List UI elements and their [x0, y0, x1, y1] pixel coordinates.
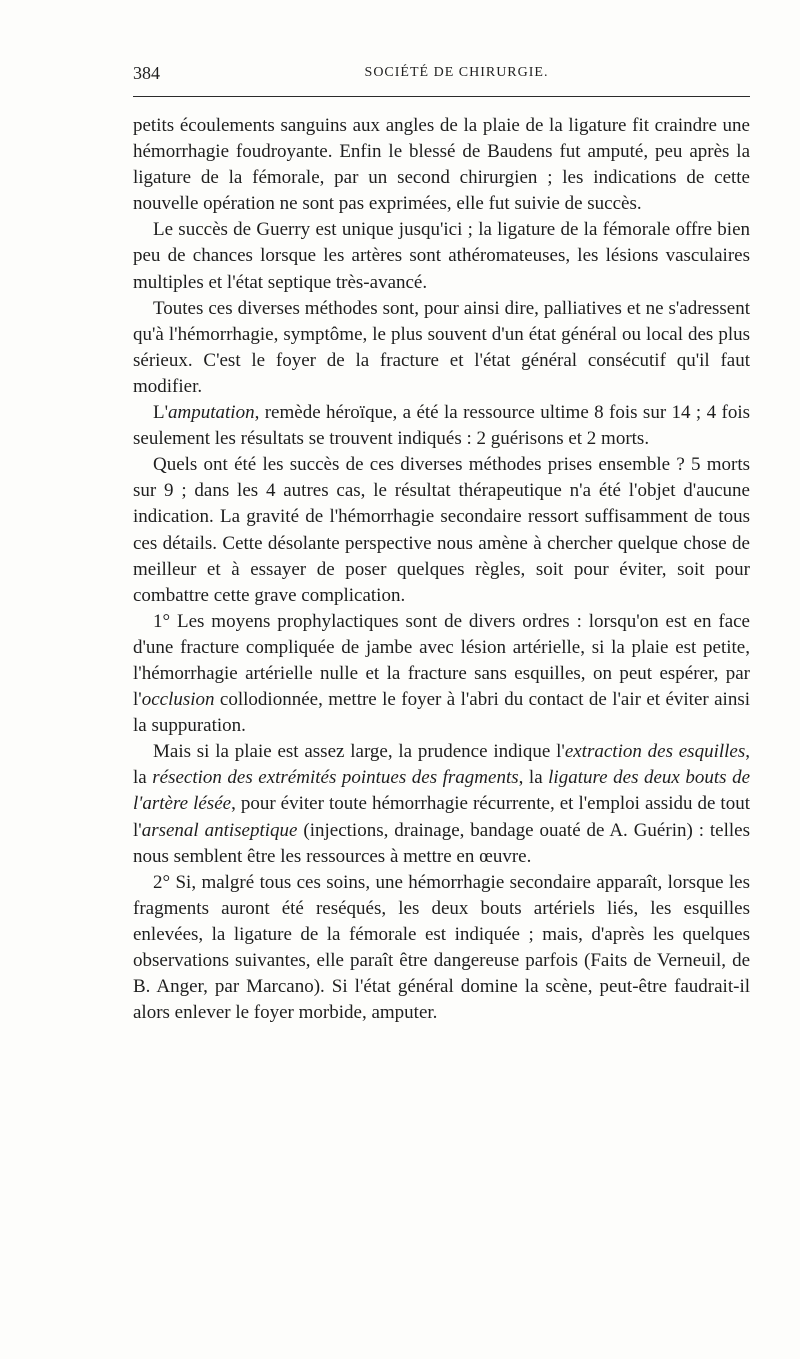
paragraph-text: 1° Les moyens prophylactiques sont de divers ordres : lorsqu'on est en face d'une fracture compliquée de jambe avec lésion artérielle, si la plaie est petite, l'hémorrhagie artérielle nulle et la fracture sans esquilles, on peut espérer, par l'	[133, 610, 750, 711]
italic-term: arsenal antiseptique	[141, 819, 298, 841]
paragraph-large-wound	[133, 739, 750, 869]
paragraph-text: collodionnée, mettre le foyer à l'abri du contact de l'air et éviter ainsi la suppuration.	[133, 689, 750, 737]
paragraph-text: (injections, drainage, bandage ouaté de A. Guérin) : telles nous semblent être les ressources à mettre en œuvre.	[133, 819, 750, 867]
paragraph-prophylactic	[133, 609, 750, 739]
book-page	[133, 58, 751, 1024]
italic-term: amputation	[168, 402, 255, 424]
body-text	[133, 113, 750, 1026]
paragraph-text: L'	[153, 402, 169, 424]
running-title: SOCIÉTÉ DE CHIRURGIE.	[364, 65, 549, 80]
paragraph-text: , remède héroïque, a été la ressource ultime 8 fois sur 14 ; 4 fois seulement les résultats se trouvent indiqués : 2 guérisons et 2 morts.	[133, 402, 750, 450]
header-rule	[133, 96, 750, 97]
paragraph-combined-results	[133, 452, 750, 609]
paragraph-text: Toutes ces diverses méthodes sont, pour ainsi dire, palliatives et ne s'adressent qu'à l'hémorrhagie, symptôme, le plus souvent d'un état général ou local des plus sérieux. C'est le foyer de la fracture et l'état général consécutif qu'il faut modifier.	[133, 297, 750, 397]
running-head	[133, 58, 750, 88]
paragraph-continuation	[133, 113, 750, 217]
italic-term: ligature des deux bouts de l'artère lésée	[133, 767, 751, 815]
paragraph-text: , la	[133, 741, 750, 789]
paragraph-guerry	[133, 217, 750, 295]
paragraph-palliative-methods	[133, 296, 750, 400]
paragraph-amputation	[133, 400, 750, 452]
paragraph-text: petits écoulements sanguins aux angles de la plaie de la ligature fit craindre une hémorrhagie foudroyante. Enfin le blessé de Baudens fut amputé, peu après la ligature de la fémorale, par un second chirurgien ; les indications de cette nouvelle opération ne sont pas exprimées, elle fut suivie de succès.	[133, 115, 750, 215]
paragraph-text: , la	[518, 767, 549, 789]
page-number: 384	[133, 63, 160, 83]
italic-term: résection des extrémités pointues des fragments	[152, 767, 519, 789]
paragraph-text: Le succès de Guerry est unique jusqu'ici ; la ligature de la fémorale offre bien peu de chances lorsque les artères sont athéromateuses, les lésions vasculaires multiples et l'état septique très-avancé.	[133, 219, 750, 293]
italic-term: occlusion	[141, 689, 215, 711]
paragraph-text: Quels ont été les succès de ces diverses méthodes prises ensemble ? 5 morts sur 9 ; dans les 4 autres cas, le résultat thérapeutique n'a été l'objet d'aucune indication. La gravité de l'hémorrhagie secondaire ressort suffisamment de tous ces détails. Cette désolante perspective nous amène à chercher quelque chose de meilleur et à essayer de poser quelques règles, soit pour éviter, soit pour combattre cette grave complication.	[133, 454, 750, 606]
italic-term: extraction des esquilles	[564, 741, 746, 763]
paragraph-text: Mais si la plaie est assez large, la prudence indique l'	[153, 741, 565, 763]
paragraph-text: , pour éviter toute hémorrhagie récurrente, et l'emploi assidu de tout l'	[133, 793, 750, 841]
paragraph-text: 2° Si, malgré tous ces soins, une hémorrhagie secondaire apparaît, lorsque les fragments auront été reséqués, les deux bouts artériels liés, les esquilles enlevées, la ligature de la fémorale est indiquée ; mais, d'après les quelques observations suivantes, elle paraît être dangereuse parfois (Faits de Verneuil, de B. Anger, par Marcano). Si l'état général domine la scène, peut-être faudrait-il alors enlever le foyer morbide, amputer.	[133, 871, 750, 1024]
paragraph-secondary-hemorrhage	[133, 870, 750, 1027]
